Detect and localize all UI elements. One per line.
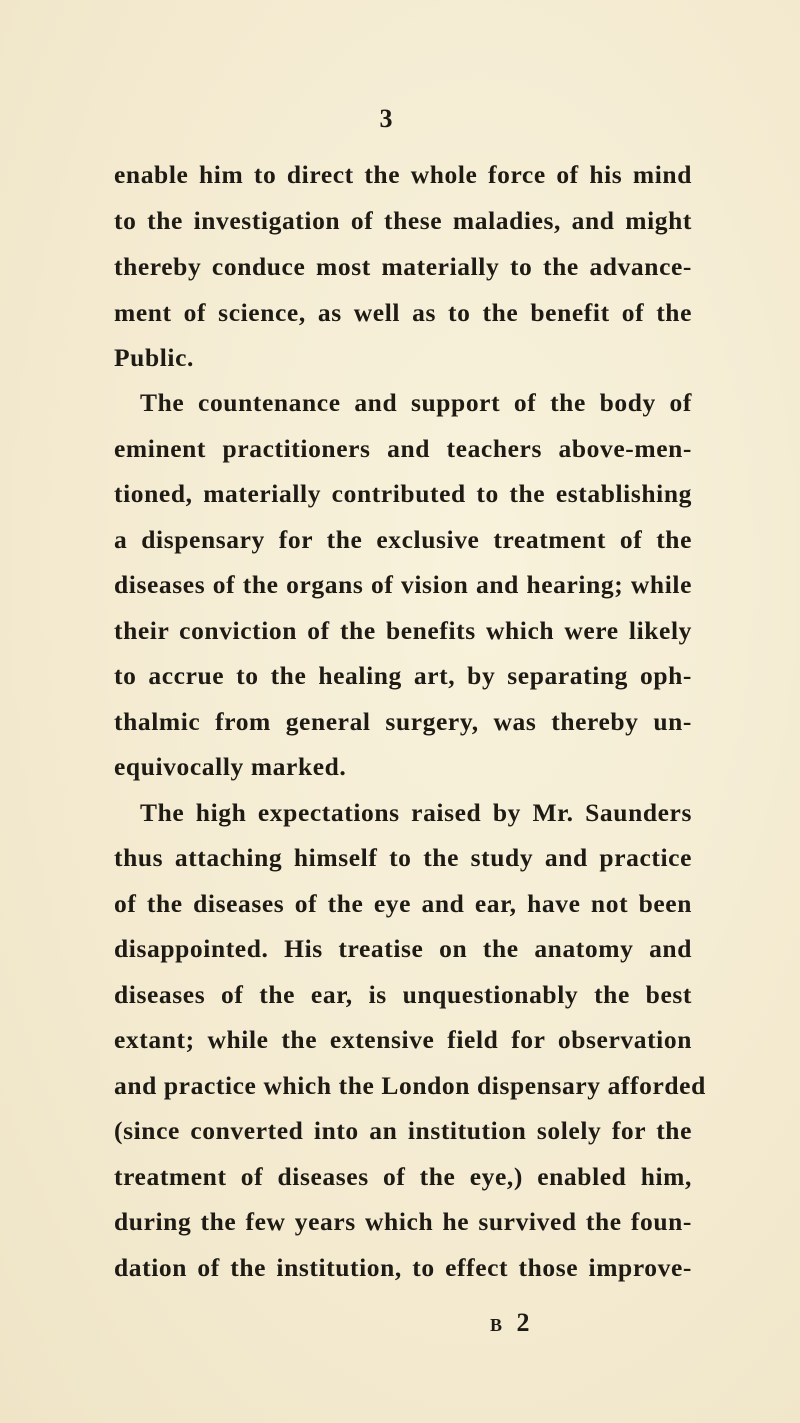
text-line: and practice which the London dispensary afforded	[114, 1071, 706, 1100]
text-line: extant; while the extensive field for observation	[114, 1025, 692, 1054]
text-line: dation of the institution, to effect those improve-	[114, 1253, 692, 1282]
text-line: diseases of the organs of vision and hearing; while	[114, 570, 692, 599]
text-line: to accrue to the healing art, by separating oph-	[114, 661, 692, 690]
text-line: eminent practitioners and teachers above-men-	[114, 434, 692, 463]
text-line: thalmic from general surgery, was thereby un-	[114, 707, 692, 736]
text-line: to the investigation of these maladies, and might	[114, 206, 692, 235]
text-line: tioned, materially contributed to the establishing	[114, 479, 692, 508]
text-line: equivocally marked.	[114, 752, 347, 781]
text-line: treatment of diseases of the eye,) enabled him,	[114, 1162, 692, 1191]
text-line: a dispensary for the exclusive treatment of the	[114, 525, 692, 554]
text-line: thereby conduce most materially to the advance-	[114, 252, 692, 281]
text-line: thus attaching himself to the study and practice	[114, 843, 692, 872]
signature-mark	[490, 1308, 534, 1338]
text-line: enable him to direct the whole force of his mind	[114, 160, 692, 189]
text-line: The high expectations raised by Mr. Saunders	[140, 798, 692, 827]
signature-number: 2	[516, 1308, 534, 1337]
text-line: Public.	[114, 343, 195, 372]
text-line: ment of science, as well as to the benefit of the	[114, 298, 692, 327]
page-number: 3	[379, 104, 393, 133]
signature-letter: B	[490, 1315, 507, 1335]
text-line: during the few years which he survived the foun-	[114, 1207, 692, 1236]
text-line: of the diseases of the eye and ear, have not been	[114, 889, 692, 918]
text-line: The countenance and support of the body of	[140, 388, 692, 417]
text-line: their conviction of the benefits which were likely	[114, 616, 692, 645]
text-line: (since converted into an institution solely for the	[114, 1116, 692, 1145]
text-line: diseases of the ear, is unquestionably the best	[114, 980, 692, 1009]
text-line: disappointed. His treatise on the anatomy and	[114, 934, 692, 963]
